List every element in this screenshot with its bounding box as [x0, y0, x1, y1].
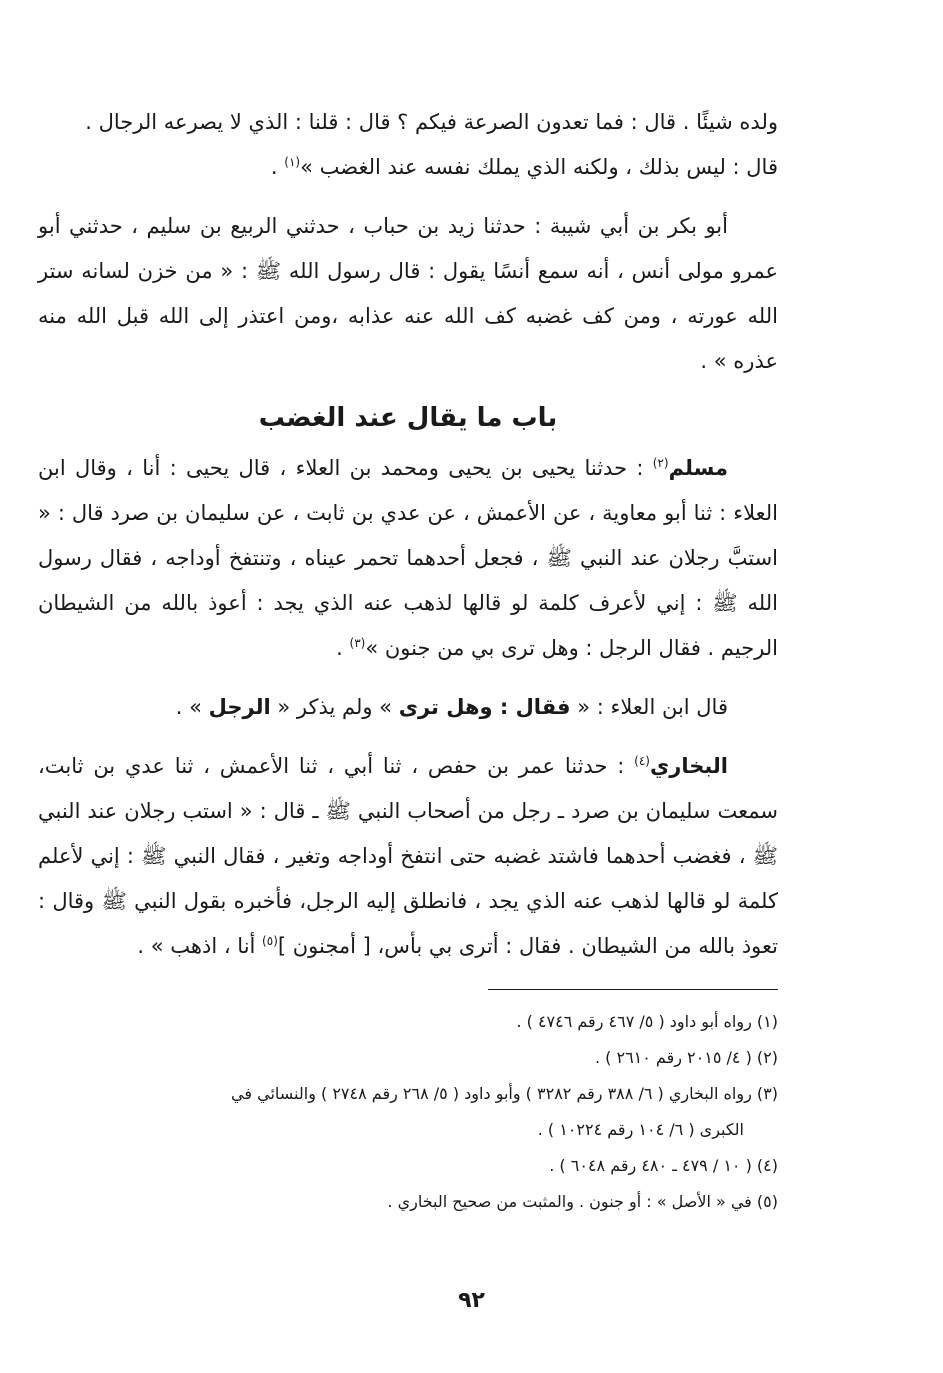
footnote-ref-4: (٤) — [634, 754, 650, 768]
footnote-3-continuation: الكبرى ( ٦/ ١٠٤ رقم ١٠٢٢٤ ) . — [537, 1120, 744, 1139]
paragraph-1 — [38, 100, 778, 190]
paragraph-1-end: . — [270, 155, 285, 179]
footnote-ref-2: (٢) — [652, 456, 669, 470]
footnote-ref-3: (٣) — [349, 636, 366, 650]
paragraph-2-text: أبو بكر بن أبي شيبة : حدثنا زيد بن حباب ، حدثني الربيع بن سليم ، حدثني أبو عمرو مولى أنس ، أنه سمع أنسًا يقول : قال رسول الله ﷺ : « من خزن لسانه ستر الله عورته ، ومن كف غضبه كف الله عنه عذابه ،ومن اعتذر إلى الله قبل الله منه عذره » . — [38, 214, 778, 373]
page-body — [38, 100, 778, 1220]
footnote-ref-5: (٥) — [262, 934, 278, 948]
footnote-5: (٥) في « الأصل » : أو جنون . والمثبت من صحيح البخاري . — [387, 1192, 778, 1211]
paragraph-4-text-3: » . — [175, 695, 209, 719]
paragraph-3-lead: مسلم — [668, 456, 728, 480]
paragraph-5-lead: البخاري — [649, 754, 728, 778]
paragraph-4-text-1: قال ابن العلاء : « — [570, 695, 728, 719]
footnote-4: (٤) ( ١٠ / ٤٧٩ ـ ٤٨٠ رقم ٦٠٤٨ ) . — [549, 1156, 778, 1175]
footnote-divider — [488, 989, 778, 990]
page-number: ٩٢ — [458, 1288, 485, 1313]
paragraph-4 — [38, 685, 778, 730]
paragraph-gap — [38, 671, 778, 685]
paragraph-1-line-1: ولده شيئًا . قال : فما تعدون الصرعة فيكم ؟ قال : قلنا : الذي لا يصرعه الرجال . — [85, 110, 778, 134]
paragraph-gap — [38, 190, 778, 204]
paragraph-3 — [38, 446, 778, 671]
paragraph-4-bold-1: فقال : وهل ترى — [398, 695, 571, 719]
footnotes — [38, 1004, 778, 1220]
footnote-3: (٣) رواه البخاري ( ٦/ ٣٨٨ رقم ٣٢٨٢ ) وأبو داود ( ٥/ ٢٦٨ رقم ٢٧٤٨ ) والنسائي في — [231, 1084, 778, 1103]
footnote-2: (٢) ( ٤/ ٢٠١٥ رقم ٢٦١٠ ) . — [594, 1048, 778, 1067]
paragraph-5-end: أنا ، اذهب » . — [137, 934, 263, 958]
paragraph-5 — [38, 744, 778, 969]
paragraph-4-text-2: » ولم يذكر « — [270, 695, 399, 719]
footnote-ref-1: (١) — [284, 155, 301, 169]
footnote-1: (١) رواه أبو داود ( ٥/ ٤٦٧ رقم ٤٧٤٦ ) . — [516, 1012, 778, 1031]
paragraph-5-text: : حدثنا عمر بن حفص ، ثنا أبي ، ثنا الأعمش ، ثنا عدي بن ثابت، سمعت سليمان بن صرد ـ رجل من أصحاب النبي ﷺ ـ قال : « استب رجلان عند النبي ﷺ ، فغضب أحدهما فاشتد غضبه حتى انتفخ أوداجه وتغير ، فقال النبي ﷺ : إني لأعلم كلمة لو قالها لذهب عنه الذي يجد ، فانطلق إليه الرجل، فأخبره بقول النبي ﷺ وقال : تعوذ بالله من الشيطان . فقال : أترى بي بأس، [ أمجنون ] — [38, 754, 778, 958]
paragraph-3-text: : حدثنا يحيى بن يحيى ومحمد بن العلاء ، قال يحيى : أنا ، وقال ابن العلاء : ثنا أبو معاوية ، عن الأعمش ، عن عدي بن ثابت ، عن سليمان بن صرد قال : « استبَّ رجلان عند النبي ﷺ ، فجعل أحدهما تحمر عيناه ، وتنتفخ أوداجه ، فقال رسول الله ﷺ : إني لأعرف كلمة لو قالها لذهب عنه الذي يجد : أعوذ بالله من الشيطان الرجيم . فقال الرجل : وهل ترى بي من جنون » — [38, 456, 778, 660]
paragraph-3-end: . — [336, 636, 350, 660]
section-heading: باب ما يقال عند الغضب — [258, 403, 558, 433]
paragraph-1-line-2: قال : ليس بذلك ، ولكنه الذي يملك نفسه عند الغضب » — [300, 155, 778, 179]
paragraph-gap — [38, 730, 778, 744]
paragraph-2 — [38, 204, 778, 384]
paragraph-4-bold-2: الرجل — [208, 695, 271, 719]
